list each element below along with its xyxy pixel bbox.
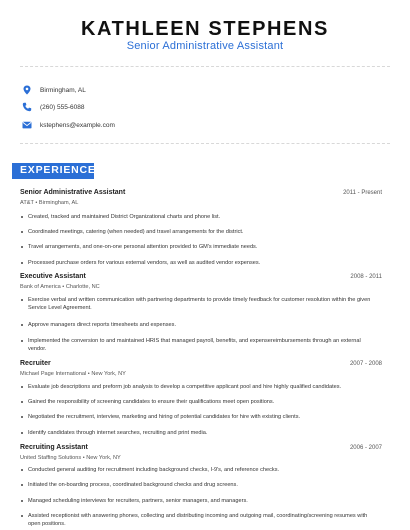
job-dates: 2008 - 2011	[350, 274, 382, 280]
bullet-dot	[21, 299, 23, 301]
bullet-text: Created, tracked and maintained District Organizational charts and phone list.	[28, 214, 221, 220]
job-bullet	[20, 429, 380, 437]
bullet-text: Exercise verbal and written communication with partnering departments to provide timely feedback for customer resolution within the given Service Level Agreement.	[28, 297, 371, 312]
job-bullet	[20, 228, 380, 236]
job-bullet	[20, 337, 380, 354]
job-bullet	[20, 213, 380, 221]
job-employer: United Staffing Solutions • New York, NY	[20, 455, 121, 461]
location-text: Birmingham, AL	[40, 86, 86, 94]
job-company: Bank of America	[20, 284, 61, 290]
job-bullet	[20, 398, 380, 406]
contact-phone	[22, 101, 84, 113]
experience-heading: EXPERIENCE	[20, 164, 96, 176]
job-bullet	[20, 413, 380, 421]
bullet-dot	[21, 340, 23, 342]
job-title: Executive Assistant	[20, 273, 86, 280]
bullet-dot	[21, 416, 23, 418]
bullet-text: Evaluate job descriptions and preform job analysis to develop a competitive applicant pool and hire highly qualified candidates.	[28, 384, 342, 390]
job-employer: Michael Page International • New York, NY	[20, 371, 126, 377]
bullet-dot	[21, 515, 23, 517]
bullet-text: Negotiated the recruitment, interview, marketing and hiring of potential candidates for hire with existing clients.	[28, 414, 301, 420]
job-dates: 2011 - Present	[343, 190, 382, 196]
job-bullet	[20, 481, 380, 489]
job-company: AT&T	[20, 200, 34, 206]
job-bullet	[20, 321, 380, 329]
contact-location	[22, 84, 86, 96]
bullet-dot	[21, 324, 23, 326]
job-company: United Staffing Solutions	[20, 455, 82, 461]
job-location: New York, NY	[86, 455, 121, 461]
job-bullet	[20, 296, 380, 313]
bullet-text: Conducted general auditing for recruitment including background checks, I-9's, and reference checks.	[28, 467, 280, 473]
bullet-dot	[21, 386, 23, 388]
bullet-text: Gained the responsibility of screening candidates to ensure their qualifications meet open positions.	[28, 399, 275, 405]
bullet-dot	[21, 246, 23, 248]
bullet-dot	[21, 216, 23, 218]
job-location: Charlotte, NC	[65, 284, 100, 290]
job-dates: 2006 - 2007	[349, 445, 382, 451]
bullet-text: Implemented the conversion to and maintained HRIS that managed payroll, benefits, and expensereimbursements through an external vendor.	[28, 338, 361, 353]
job-employer: AT&T • Birmingham, AL	[20, 200, 79, 206]
bullet-dot	[21, 469, 23, 471]
bullet-dot	[21, 231, 23, 233]
job-bullet	[20, 259, 380, 267]
job-title: Recruiter	[20, 360, 51, 367]
contact-divider	[20, 143, 390, 144]
bullet-text: Assisted receptionist with answering phones, collecting and distributing incoming and outgoing mail, coordinating/screening resumes with open positions.	[28, 513, 368, 528]
job-bullet	[20, 383, 380, 391]
job-title: Senior Administrative Assistant	[20, 189, 126, 196]
phone-text: (260) 555-6088	[40, 103, 85, 111]
job-bullet	[20, 512, 380, 529]
job-location: New York, NY	[91, 371, 126, 377]
bullet-dot	[21, 500, 23, 502]
job-dates: 2007 - 2008	[349, 361, 382, 367]
header-divider	[20, 66, 390, 67]
bullet-dot	[21, 432, 23, 434]
bullet-dot	[21, 262, 23, 264]
job-title: Recruiting Assistant	[20, 444, 88, 451]
job-bullet	[20, 497, 380, 505]
job-employer: Bank of America • Charlotte, NC	[20, 284, 100, 290]
bullet-text: Approve managers direct reports timesheets and expenses.	[28, 322, 177, 328]
job-bullet	[20, 243, 380, 251]
job-bullet	[20, 466, 380, 474]
candidate-name: KATHLEEN STEPHENS	[81, 18, 329, 40]
bullet-dot	[21, 484, 23, 486]
candidate-title: Senior Administrative Assistant	[126, 40, 284, 52]
bullet-text: Identify candidates through internet searches, recruiting and print media.	[28, 430, 208, 436]
phone-icon	[22, 102, 32, 112]
bullet-text: Travel arrangements, and one-on-one personal attention provided to GM's immediate needs.	[28, 244, 258, 250]
email-text: kstephens@example.com	[40, 121, 115, 129]
envelope-icon	[22, 120, 32, 130]
bullet-text: Managed scheduling interviews for recruiters, partners, senior managers, and managers.	[28, 498, 248, 504]
bullet-dot	[21, 401, 23, 403]
bullet-text: Coordinated meetings, catering (when needed) and travel arrangements for the district.	[28, 229, 244, 235]
contact-email	[22, 119, 115, 131]
job-company: Michael Page International	[20, 371, 87, 377]
bullet-text: Processed purchase orders for various external vendors, as well as audited vendor expenses.	[28, 260, 261, 266]
job-location: Birmingham, AL	[38, 200, 79, 206]
bullet-text: Initiated the on-boarding process, coordinated background checks and drug screens.	[28, 482, 238, 488]
location-pin-icon	[22, 85, 32, 95]
